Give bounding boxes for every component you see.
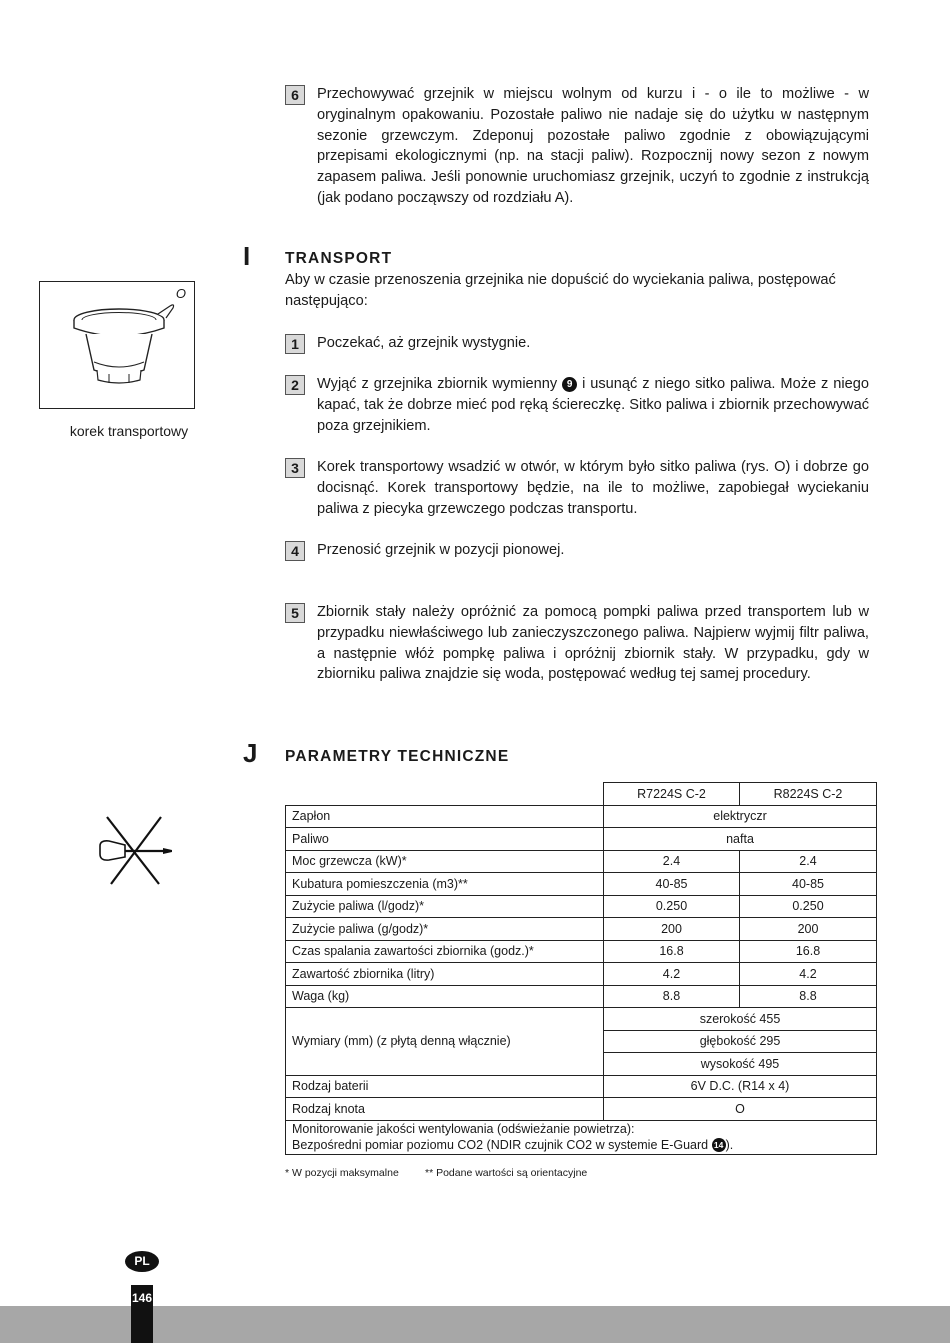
row-label: Rodzaj baterii — [286, 1075, 604, 1098]
table-header-row — [286, 783, 877, 806]
step-text-b: i usunąć z niego sitko paliwa. Może z niego kapać, tak że dobrze mieć pod ręką ściereczkę. Sitko paliwa i zbiornik przechowywać poza grzejnikiem. — [317, 376, 869, 434]
dimension-height: wysokość 495 — [604, 1053, 877, 1076]
row-value-a: 8.8 — [604, 985, 740, 1008]
row-label: Paliwo — [286, 828, 604, 851]
step-text: Zbiornik stały należy opróżnić za pomocą pompki paliwa przed transportem lub w przypadku niewłaściwego lub zanieczyszczonego paliwa. Najpierw wyjmij filtr paliwa, a następnie włóż pompkę paliwa i opróżnij zbiornik stały. W przypadku, gdy w zbiorniku paliwa znajdzie się woda, postępować według tej samej procedury. — [317, 604, 869, 683]
step-number: 4 — [285, 541, 305, 561]
step-4 — [285, 540, 869, 561]
step-text: Poczekać, aż grzejnik wystygnie. — [317, 335, 531, 351]
step-text: Korek transportowy wsadzić w otwór, w którym było sitko paliwa (rys. O) i dobrze go docisnąć. Korek transportowy będzie, na ile to możliwe, zapobiegał wyciekaniu paliwa z piecyka grzewczego podczas transportu. — [317, 459, 869, 517]
table-row — [286, 1098, 877, 1121]
technical-parameters-table — [285, 782, 877, 1155]
monitoring-line-1: Monitorowanie jakości wentylowania (odświeżanie powietrza): — [292, 1122, 635, 1136]
step-number: 3 — [285, 458, 305, 478]
section-heading-parameters: PARAMETRY TECHNICZNE — [285, 748, 510, 765]
dimension-width: szerokość 455 — [604, 1008, 877, 1031]
step-number: 2 — [285, 375, 305, 395]
table-row — [286, 963, 877, 986]
row-value: O — [604, 1098, 877, 1121]
row-value-a: 2.4 — [604, 850, 740, 873]
row-value-b: 8.8 — [740, 985, 877, 1008]
row-value-a: 40-85 — [604, 873, 740, 896]
section-intro: Aby w czasie przenoszenia grzejnika nie dopuścić do wyciekania paliwa, postępować następująco: — [285, 272, 836, 309]
step-text: Przechowywać grzejnik w miejscu wolnym od kurzu i - o ile to możliwe - w oryginalnym opakowaniu. Pozostałe paliwo nie nadaje się do użytku w następnym sezonie grzewczym. Zdeponuj pozostałe paliwo zgodnie z obowiązującymi przepisami ekologicznymi (np. na stacji paliw). Rozpocznij nowy sezon z nowym zapasem paliwa. Jeśli ponownie uruchomiasz grzejnik, uczyń to zgodnie z instrukcją (jak podano począwszy od rozdziału A). — [317, 86, 869, 206]
table-row — [286, 985, 877, 1008]
step-number: 6 — [285, 85, 305, 105]
row-value: 6V D.C. (R14 x 4) — [604, 1075, 877, 1098]
row-label: Kubatura pomieszczenia (m3)** — [286, 873, 604, 896]
figure-caption: korek transportowy — [69, 423, 189, 439]
row-label: Waga (kg) — [286, 985, 604, 1008]
footnote-approximate: ** Podane wartości są orientacyjne — [425, 1167, 588, 1179]
page-number: 146 — [131, 1291, 153, 1305]
monitoring-end: ). — [725, 1138, 734, 1152]
part-number-badge: 14 — [712, 1138, 726, 1152]
step-text-a: Wyjąć z grzejnika zbiornik wymienny — [317, 376, 563, 392]
figure-letter: O — [175, 286, 186, 301]
step-3 — [285, 457, 869, 519]
row-value-b: 200 — [740, 918, 877, 941]
model-header: R7224S C-2 — [604, 783, 740, 806]
monitoring-line-2: Bezpośredni pomiar poziomu CO2 (NDIR czujnik CO2 w systemie E-Guard — [292, 1138, 712, 1152]
row-label: Zawartość zbiornika (litry) — [286, 963, 604, 986]
row-value-a: 4.2 — [604, 963, 740, 986]
table-row — [286, 1075, 877, 1098]
step-5 — [285, 602, 869, 685]
row-value: nafta — [604, 828, 877, 851]
step-6 — [285, 84, 869, 209]
row-value-a: 16.8 — [604, 940, 740, 963]
figure-transport-plug — [39, 281, 195, 409]
row-value-b: 2.4 — [740, 850, 877, 873]
row-label: Zużycie paliwa (g/godz)* — [286, 918, 604, 941]
row-label: Czas spalania zawartości zbiornika (godz.)* — [286, 940, 604, 963]
dimension-depth: głębokość 295 — [604, 1030, 877, 1053]
language-badge: PL — [125, 1251, 159, 1272]
row-value-b: 0.250 — [740, 895, 877, 918]
row-value: elektryczr — [604, 805, 877, 828]
table-row — [286, 850, 877, 873]
step-2 — [285, 374, 869, 436]
row-label: Zapłon — [286, 805, 604, 828]
table-row — [286, 918, 877, 941]
row-value-b: 16.8 — [740, 940, 877, 963]
table-row — [286, 895, 877, 918]
part-number-badge: 9 — [562, 377, 577, 392]
section-letter-i: I — [243, 241, 251, 271]
row-value-a: 200 — [604, 918, 740, 941]
row-label: Zużycie paliwa (l/godz)* — [286, 895, 604, 918]
table-row — [286, 873, 877, 896]
section-heading-transport: TRANSPORT — [285, 250, 393, 267]
row-label: Rodzaj knota — [286, 1098, 604, 1121]
table-row — [286, 805, 877, 828]
table-row-monitoring — [286, 1120, 877, 1154]
table-row — [286, 940, 877, 963]
step-number: 1 — [285, 334, 305, 354]
step-number: 5 — [285, 603, 305, 623]
footnote-max-position: * W pozycji maksymalne — [285, 1167, 399, 1179]
section-letter-j: J — [243, 738, 258, 768]
row-value-a: 0.250 — [604, 895, 740, 918]
no-screwdriver-icon — [97, 814, 177, 886]
row-label: Moc grzewcza (kW)* — [286, 850, 604, 873]
monitoring-cell — [286, 1120, 877, 1154]
step-1 — [285, 333, 869, 354]
row-value-b: 40-85 — [740, 873, 877, 896]
row-value-b: 4.2 — [740, 963, 877, 986]
row-label: Wymiary (mm) (z płytą denną włącznie) — [286, 1008, 604, 1076]
step-text: Przenosić grzejnik w pozycji pionowej. — [317, 542, 565, 558]
table-row — [286, 828, 877, 851]
step-text — [317, 374, 869, 436]
model-header: R8224S C-2 — [740, 783, 877, 806]
transport-plug-illustration — [40, 282, 194, 408]
table-row-dimensions — [286, 1008, 877, 1031]
